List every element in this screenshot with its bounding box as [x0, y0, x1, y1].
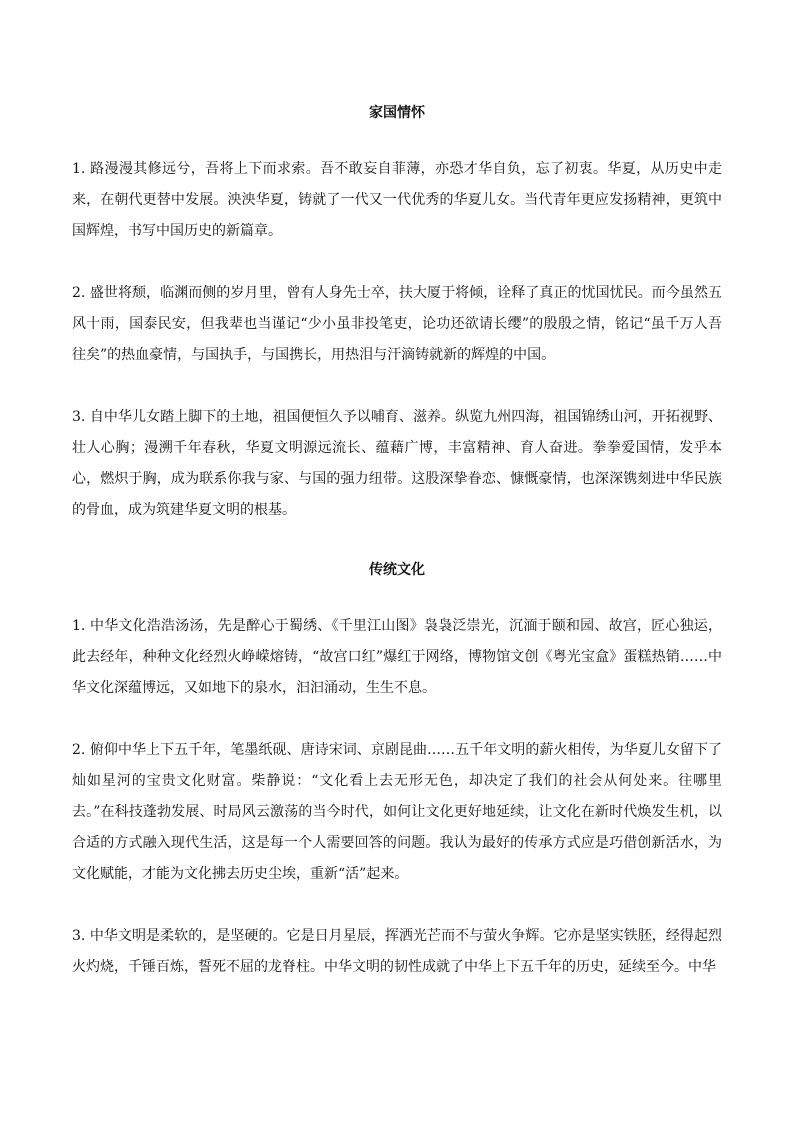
paragraph-family-nation-3: 3. 自中华儿女踏上脚下的土地，祖国便恒久予以哺育、滋养。纵览九州四海，祖国锦绣山河，开拓视野、壮人心胸；漫溯千年春秋，华夏文明源远流长、蕴藉广博，丰富精神、育人奋进。拳拳爱国情，发乎本心，燃炽于胸，成为联系你我与家、与国的强力纽带。这股深挚眷恋、慷慨豪情，也深深镌刻进中华民族的骨血，成为筑建华夏文明的根基。: [72, 409, 722, 518]
paragraph-family-nation-2: 2. 盛世将颓，临渊而侧的岁月里，曾有人身先士卒，扶大厦于将倾，诠释了真正的忧国忧民。而今虽然五风十雨，国泰民安，但我辈也当谨记“少小虽非投笔吏，论功还欲请长缨”的殷殷之情，铭记“虽千万人吾往矣”的热血豪情，与国执手，与国携长，用热泪与汗滴铸就新的辉煌的中国。: [72, 285, 722, 363]
paragraph-traditional-culture-2: 2. 俯仰中华上下五千年，笔墨纸砚、唐诗宋词、京剧昆曲……五千年文明的薪火相传，为华夏儿女留下了灿如星河的宝贵文化财富。柴静说：“文化看上去无形无色，却决定了我们的社会从何处来。往哪里去。”在科技蓬勃发展、时局风云激荡的当今时代，如何让文化更好地延续，让文化在新时代焕发生机，以合适的方式融入现代生活，这是每一个人需要回答的问题。我认为最好的传承方式应是巧借创新活水，为文化赋能，才能为文化拂去历史尘埃，重新“活”起来。: [72, 742, 722, 882]
paragraph-family-nation-1: 1. 路漫漫其修远兮，吾将上下而求索。吾不敢妄自菲薄，亦恐才华自负，忘了初衷。华夏，从历史中走来，在朝代更替中发展。泱泱华夏，铸就了一代又一代优秀的华夏儿女。当代青年更应发扬精神，更筑中国辉煌，书写中国历史的新篇章。: [72, 161, 722, 239]
section-title-family-nation: 家国情怀: [369, 105, 425, 121]
paragraph-traditional-culture-3: 3. 中华文明是柔软的，是坚硬的。它是日月星辰，挥洒光芒而不与萤火争辉。它亦是坚实铁胚，经得起烈火灼烧，千锤百炼，誓死不屈的龙脊柱。中华文明的韧性成就了中华上下五千年的历史，延续至今。中华: [72, 928, 722, 975]
paragraph-traditional-culture-1: 1. 中华文化浩浩汤汤，先是醉心于蜀绣、《千里江山图》袅袅泛崇光，沉湎于颐和园、故宫，匠心独运，此去经年，种种文化经烈火峥嵘熔铸，“故宫口红”爆红于网络，博物馆文创《粤光宝盒》蛋糕热销……中华文化深蕴博远，又如地下的泉水，汩汩涌动，生生不息。: [72, 618, 722, 696]
document-page: [72, 100, 722, 983]
section-title-traditional-culture: 传统文化: [369, 562, 425, 578]
